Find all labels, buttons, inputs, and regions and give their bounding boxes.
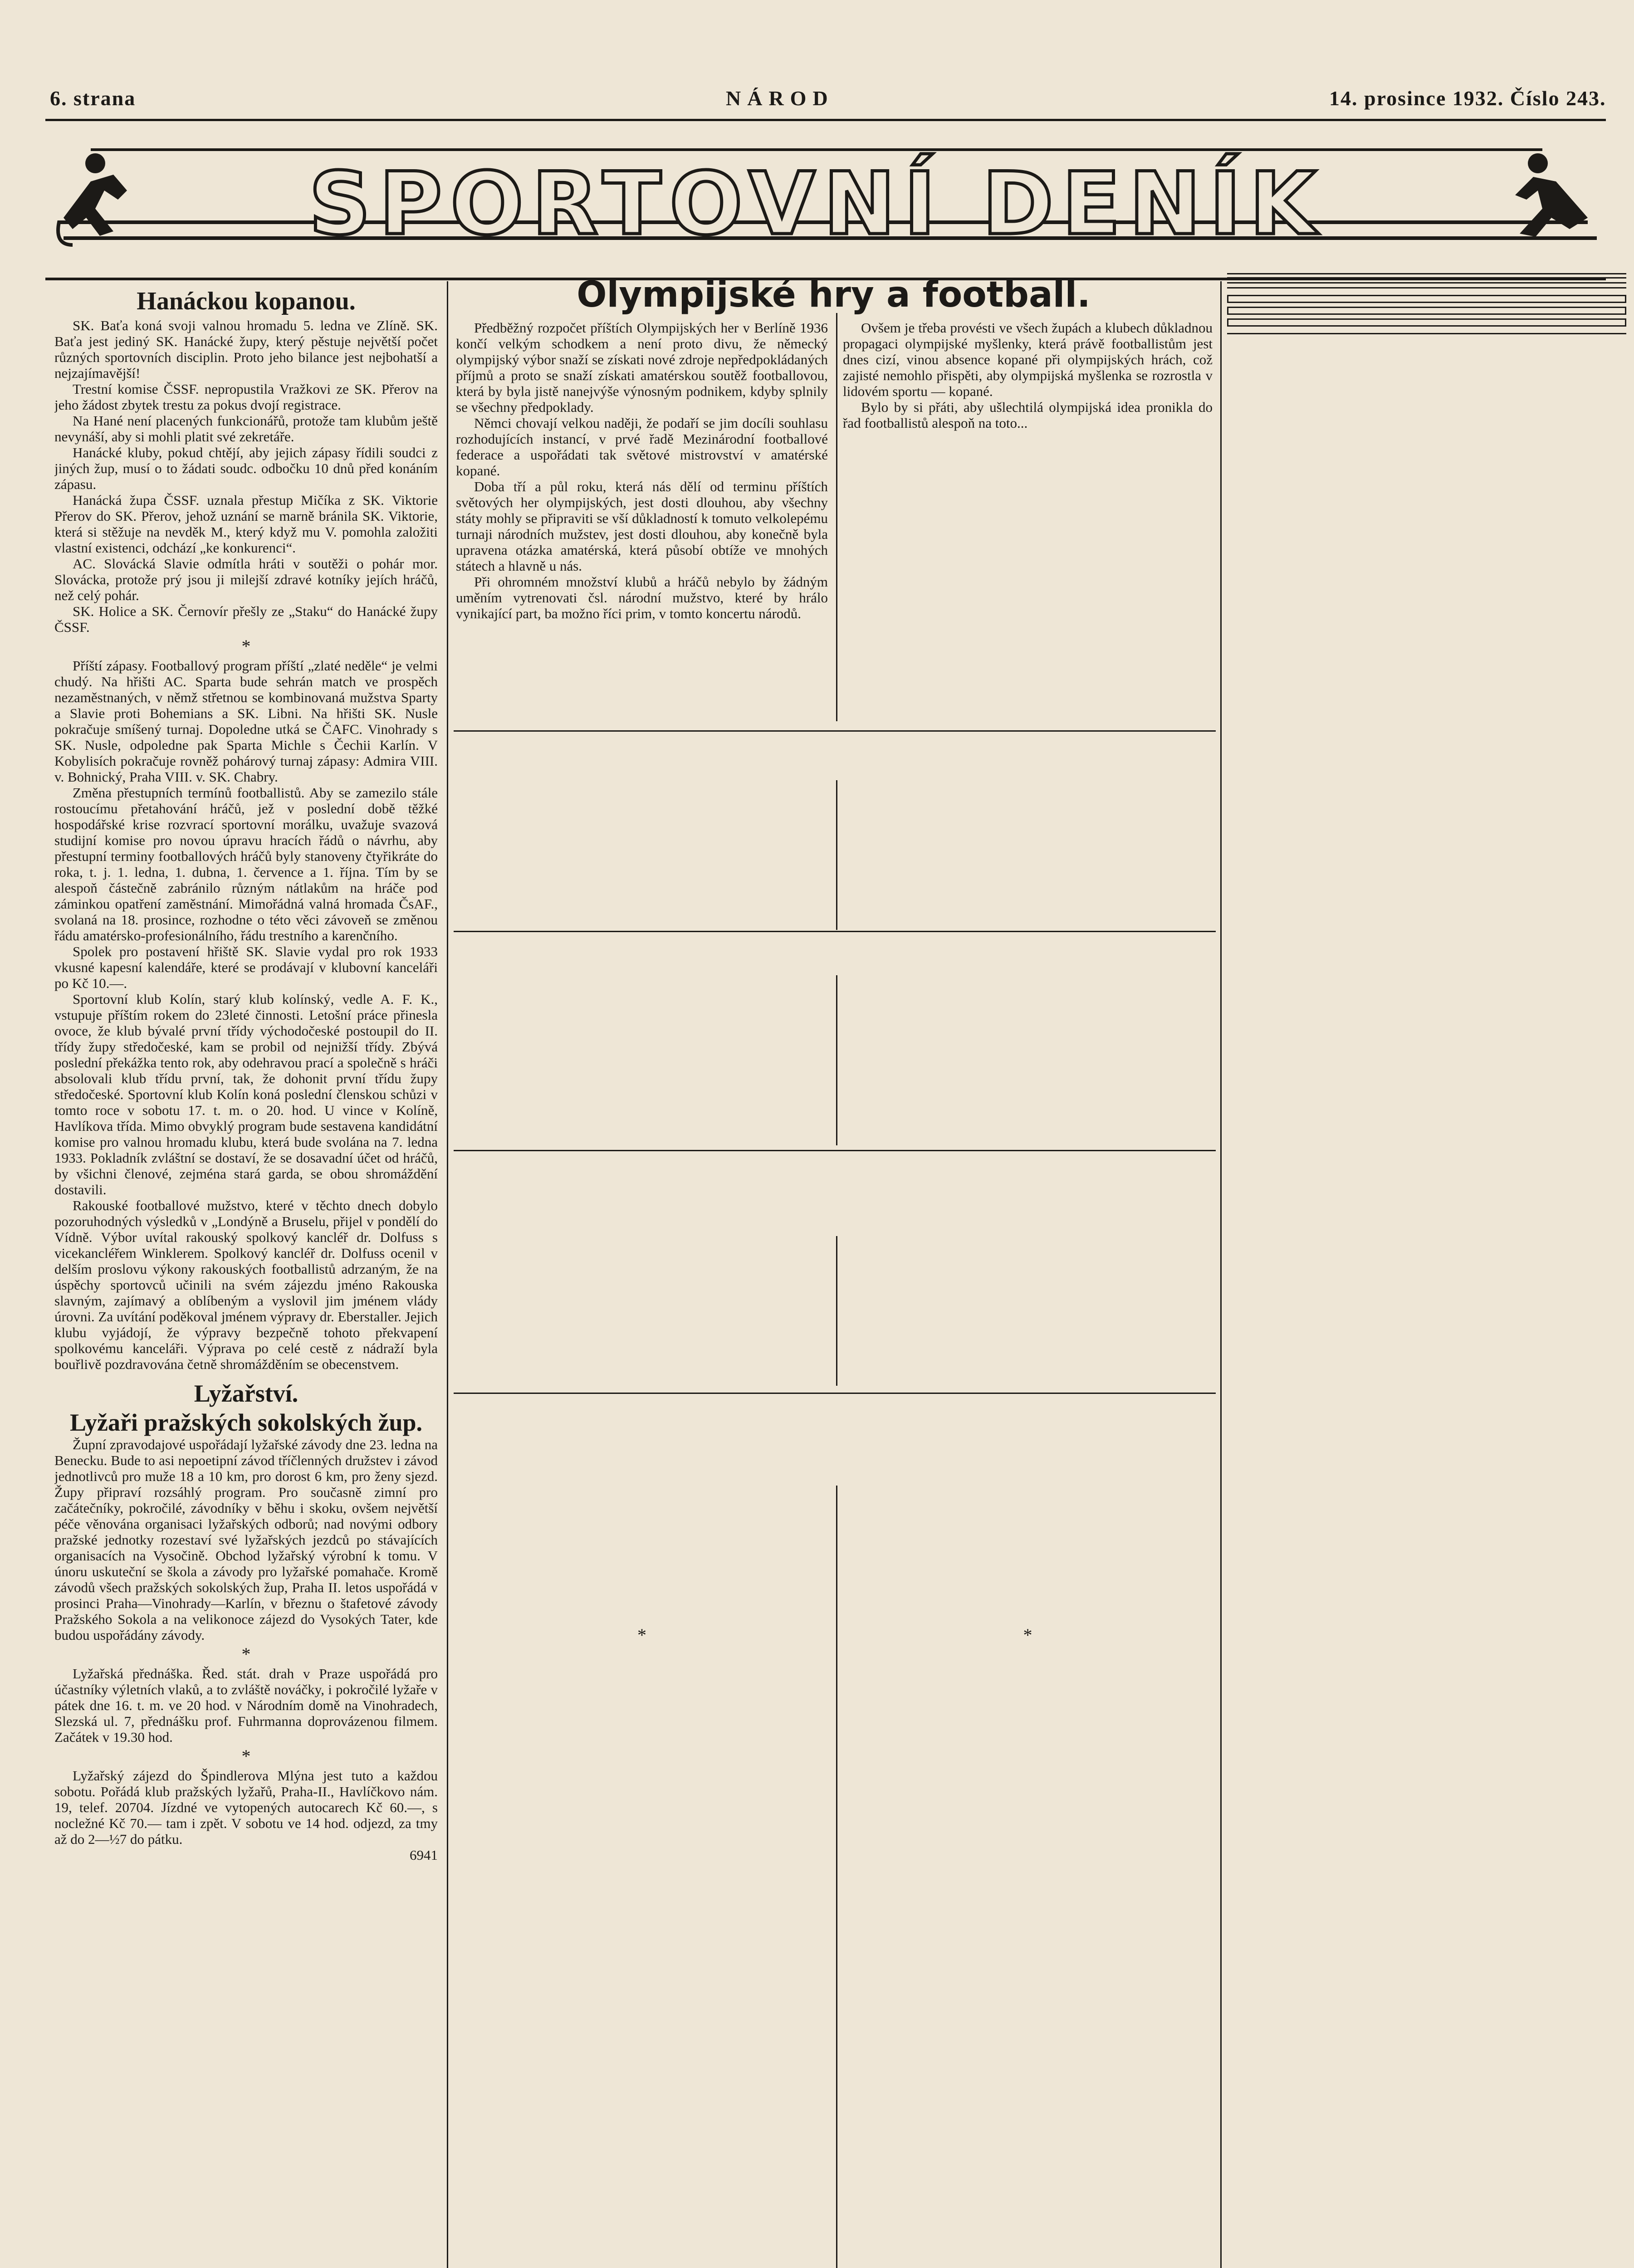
section-title-ski: Lyžařství. xyxy=(194,1380,298,1407)
column-divider-2 xyxy=(1220,281,1222,2268)
divider xyxy=(1227,277,1626,279)
ad-sukna xyxy=(1227,318,1626,327)
newspaper-name: NÁROD xyxy=(726,87,834,110)
zimni-right-col xyxy=(843,1486,1213,1617)
paragraph: Při ohromném množství klubů a hráčů nebylo by žádným uměním vytrenovati čsl. národní mužstvo, které by hrálo vynikající part, ba možno říci prim, v tomto koncertu národů. xyxy=(456,574,828,621)
paragraph: SK. Baťa koná svoji valnou hromadu 5. ledna ve Zlíně. SK. Baťa jest jediný SK. Hanácké župy, který pěstuje největší počet různých sportovních disciplin. Proto jeho bilance jest nejbohatší a nejzajímavější! xyxy=(54,318,438,381)
paragraph: Němci chovají velkou naději, že podaří se jim docíli souhlasu rozhodujících instancí, v prvé řadě Mezinárodní footballové federace a uspořádati tak světové mistrovství v amatérské kopané. xyxy=(456,415,828,479)
article-title-ski: Lyžaři pražských sokolských žup. xyxy=(69,1409,423,1436)
section-star: * xyxy=(1023,1625,1032,1645)
paragraph: Hanácké kluby, pokud chtějí, aby jejich zápasy řídili soudci z jiných žup, musí o to žádati soudc. odbočku 10 dnů před konáním zápasu. xyxy=(54,445,438,492)
section-star: * xyxy=(241,636,251,656)
divider xyxy=(1227,273,1626,274)
paragraph: Lyžařská přednáška. Řed. stát. drah v Praze uspořádá pro účastníky výletních vlaků, a to zvláště nováčky, i pokročilé lyžaře v pátek dne 16. t. m. ve 20 hod. v Národním domě na Vinohradech, Slezská ul. 7, přednášku prof. Fuhrmanna doprovázenou filmem. Začátek v 19.30 hod. xyxy=(54,1666,438,1745)
paragraph: Příští zápasy. Footballový program příští „zlaté neděle“ je velmi chudý. Na hřišti AC. Sparta bude sehrán match ve prospěch nezaměstnaných, v němž střetnou se kombinovaná mužstva Sparty a Slavie proti Bohemians a SK. Libni. Na hřišti SK. Nusle pokračuje smíšený turnaj. Dopoledne utká se ČAFC. Vinohrady s SK. Nusle, odpoledne pak Sparta Michle s Čechii Karlín. V Kobylisích pokračuje rovněž pohárový turnaj zápasy: Admira VIII. v. Bohnický, Praha VIII. v. SK. Chabry. xyxy=(54,658,438,785)
paragraph: Ovšem je třeba provésti ve všech župách a klubech důkladnou propagaci olympijské myšlenky, která právě footballistům jest dnes cizí, vinou absence kopané při olympijských hrách, což zajisté nemohlo přispěti, aby olympijská myšlenka se rozrostla v lidovém sportu — kopané. xyxy=(843,320,1213,399)
zimni-left-col xyxy=(456,1486,828,1622)
divider xyxy=(1227,287,1626,288)
paragraph: Sportovní klub Kolín, starý klub kolínský, vedle A. F. K., vstupuje příštím rokem do 23leté činnosti. Letošní práce přinesla ovoce, že klub bývalé první třídy východočeské postoupil do II. třídy župy středočeské, kam se probil od nejnižší třídy. Zbývá poslední překážka tento rok, aby odehravou prací a společně s hráči absolovali klub třídu první, tak, že dohonit první třídu župy středočeské. Sportovní klub Kolín koná poslední členskou schůzi v tomto roce v sobotu 17. t. m. o 20. hod. U vince v Kolíně, Havlíkova třída. Mimo obvyklý program bude sestavena kandidátní komise pro valnou hromadu klubu, která bude svolána na 7. ledna 1933. Pokladník zvláštní se dostaví, že se dosavadní účet od hráčů, by všichni členové, zejména stará garda, se obou shromáždění dostavili. xyxy=(54,991,438,1198)
column-divider-1 xyxy=(447,281,448,2268)
ad-lyzarske-boty xyxy=(1227,307,1626,315)
paragraph: Změna přestupních termínů footballistů. Aby se zamezilo stále rostoucímu přetahování hráčů, jež v poslední době těžké hospodářské krise rozvrací sportovní morálku, uvažuje svazová studijní komise pro novou úpravu hracích řádů o návrhu, aby přestupní terminy footballových hráčů byly stanoveny čtyřikráte do roka, t. j. 1. ledna, 1. dubna, 1. července a 1. října. Tím by se alespoň částečně zabránilo různým nátlakům na hráče pod záminkou opatření zaměstnání. Mimořádná valná hromada ČsAF., svolaná na 18. prosince, rozhodne o této věci závoveň se změnou řádu amatérsko-profesionálního, řádu trestního a karenčního. xyxy=(54,785,438,943)
pisek-left-col xyxy=(456,975,828,1148)
paragraph: Rakouské footballové mužstvo, které v těchto dnech dobylo pozoruhodných výsledků v „Londýně a Bruselu, přijel v pondělí do Vídně. Výbor uvítal rakouský spolkový kancléř dr. Dolfuss s vicekancléřem Winklerem. Spolkový kancléř dr. Dolfuss ocenil v delším proslovu výkony rakouských footballistů adrzaným, že na úspěchy sportovců učinili na svém zájezdu jméno Rakouska slavným, zajímavý a oblíbeným a vyslovil jim jménem vlády úrovni. Za uvítání poděkoval jménem výpravy dr. Eberstaller. Jejich klubu vyjádojí, že výpravy bezpečně tohoto překvapení spolkovému kanceláři. Výprava po celé cestě z nádraží byla bouřlivě pozdravována četně shromážděním se obecenstvem. xyxy=(54,1198,438,1372)
tatry-title-wrap xyxy=(456,1152,1211,1234)
divider-tatry xyxy=(454,1393,1216,1394)
divider xyxy=(1227,282,1626,284)
paragraph: SK. Holice a SK. Černovír přešly ze „Staku“ do Hanácké župy ČSSF. xyxy=(54,603,438,635)
oxford-left-col xyxy=(456,780,828,930)
center-split-1 xyxy=(836,313,837,721)
oxford-title-wrap xyxy=(456,731,1211,780)
tatry-right-col xyxy=(843,1236,1213,1390)
kanada-col xyxy=(456,1624,828,2268)
paragraph: AC. Slovácká Slavie odmítla hráti v soutěži o pohár mor. Slovácka, protože prý jsou ji milejší zdravé kotníky jejích hráčů, než celý pohár. xyxy=(54,556,438,603)
banner-title: SPORTOVNÍ DENÍK xyxy=(308,154,1325,254)
section-star: * xyxy=(637,1625,646,1645)
olympic-title-wrap xyxy=(456,272,1211,318)
divider-pisek xyxy=(454,1150,1216,1151)
center-split-2 xyxy=(836,780,837,930)
olympic-left-col xyxy=(456,320,828,723)
paragraph: Hanácká župa ČSSF. uznala přestup Mičíka z SK. Viktorie Přerov do SK. Přerov, jehož uznání se marně bránila SK. Viktorie, která si stěžuje na nevděk M., který když mu V. pomohla založiti vlastní existenci, odchází „ke konkurenci“. xyxy=(54,492,438,556)
center-split-4 xyxy=(836,1236,837,1386)
pisek-right-col xyxy=(843,975,1213,1148)
article-title-hanacka: Hanáckou kopanou. xyxy=(137,287,356,315)
column-left xyxy=(54,281,438,2268)
paragraph: Spolek pro postavení hřiště SK. Slavie vydal pro rok 1933 vkusné kapesní kalendáře, které se prodávají v klubovní kanceláři po Kč 10.—. xyxy=(54,943,438,991)
section-star: * xyxy=(241,1644,251,1664)
ad-brusle xyxy=(1227,295,1626,303)
paragraph: Trestní komise ČSSF. nepropustila Vražkovi ze SK. Přerov na jeho žádost zbytek trestu za pokus dvojí registrace. xyxy=(54,381,438,413)
issue-date: 14. prosince 1932. Číslo 243. xyxy=(1329,87,1606,110)
tatry-left-col xyxy=(456,1236,828,1390)
ad-number: 6941 xyxy=(410,1847,438,1863)
pisek-title-wrap xyxy=(456,931,1211,976)
article-title-olympic: Olympijské hry a football. xyxy=(577,274,1091,315)
oxford-right-col xyxy=(843,780,1213,930)
paragraph: Župní zpravodajové uspořádají lyžařské závody dne 23. ledna na Benecku. Bude to asi nepoetipní závod tříčlenných družstev i závod jednotlivců pro muže 18 a 10 km, pro dorost 6 km, pro ženy sjezd. Župy připraví rozsáhlý program. Pro současně zimní pro začátečníky, pokročilé, závodníky v běhu i skoku, ovšem největší péče věnována organisaci lyžařských odborů; nad novými odbory pražské jednotky rozestaví své lyžařských jezdců po stávajících organisacích na Vysočině. Obchod lyžařský výrobní k tomu. V únoru uskuteční se škola a závody pro lyžařské pomahače. Kromě závodů všech pražských sokolských žup, Praha II. letos uspořádá v prosinci Praha—Vinohrady—Karlín, v březnu o štafetové závody Pražského Sokola a na velikonoce zájezd do Vysokých Tater, kde budou uspořádány závody. xyxy=(54,1437,438,1643)
zimni-title-wrap xyxy=(456,1397,1211,1483)
olympic-right-col xyxy=(843,320,1213,723)
masthead-rule xyxy=(45,119,1606,121)
column-right xyxy=(1227,272,1626,2268)
center-split-3 xyxy=(836,975,837,1145)
paragraph: Doba tří a půl roku, která nás dělí od terminu příštích světových her olympijských, jest dosti dlouhou, aby všechny státy mohly se připraviti se vší důkladností k tomuto velkolepému turnaji národních mužstev, jest dosti dlouhou, aby konečně byla upravena otázka amatérská, která působí obtíže ve mnohých státech a hlavně u nás. xyxy=(456,479,828,574)
paragraph: Na Hané není placených funkcionářů, protože tam klubům ještě nevynáší, aby si mohli platit své zekretáře. xyxy=(54,413,438,445)
divider xyxy=(1227,333,1626,334)
page-number: 6. strana xyxy=(50,87,136,110)
paragraph: Lyžařský zájezd do Špindlerova Mlýna jest tuto a každou sobotu. Pořádá klub pražských lyžařů, Praha-II., Havlíčkovo nám. 19, telef. 20704. Jízdné ve vytopených autocarech Kč 60.—, s nocležné Kč 70.— tam i zpět. V sobotu ve 14 hod. odjezd, za tmy až do 2—½7 do pátku. xyxy=(54,1768,438,1847)
center-split-5 xyxy=(836,1486,837,2268)
basket-col xyxy=(843,1624,1213,2268)
section-star: * xyxy=(241,1746,251,1766)
paragraph: Předběžný rozpočet příštích Olympijských her v Berlíně 1936 končí velkým schodkem a není proto divu, že německý olympijský výbor snaží se získati nové zdroje nepředpokládaných příjmů a proto se snaží získati amatérskou soutěž footballovou, která by byla jistě nanejvýše výnosným podnikem, kdyby splnily se všechny předpoklady. xyxy=(456,320,828,415)
paragraph: Bylo by si přáti, aby ušlechtilá olympijská idea pronikla do řad footballistů alespoň na toto... xyxy=(843,399,1213,431)
